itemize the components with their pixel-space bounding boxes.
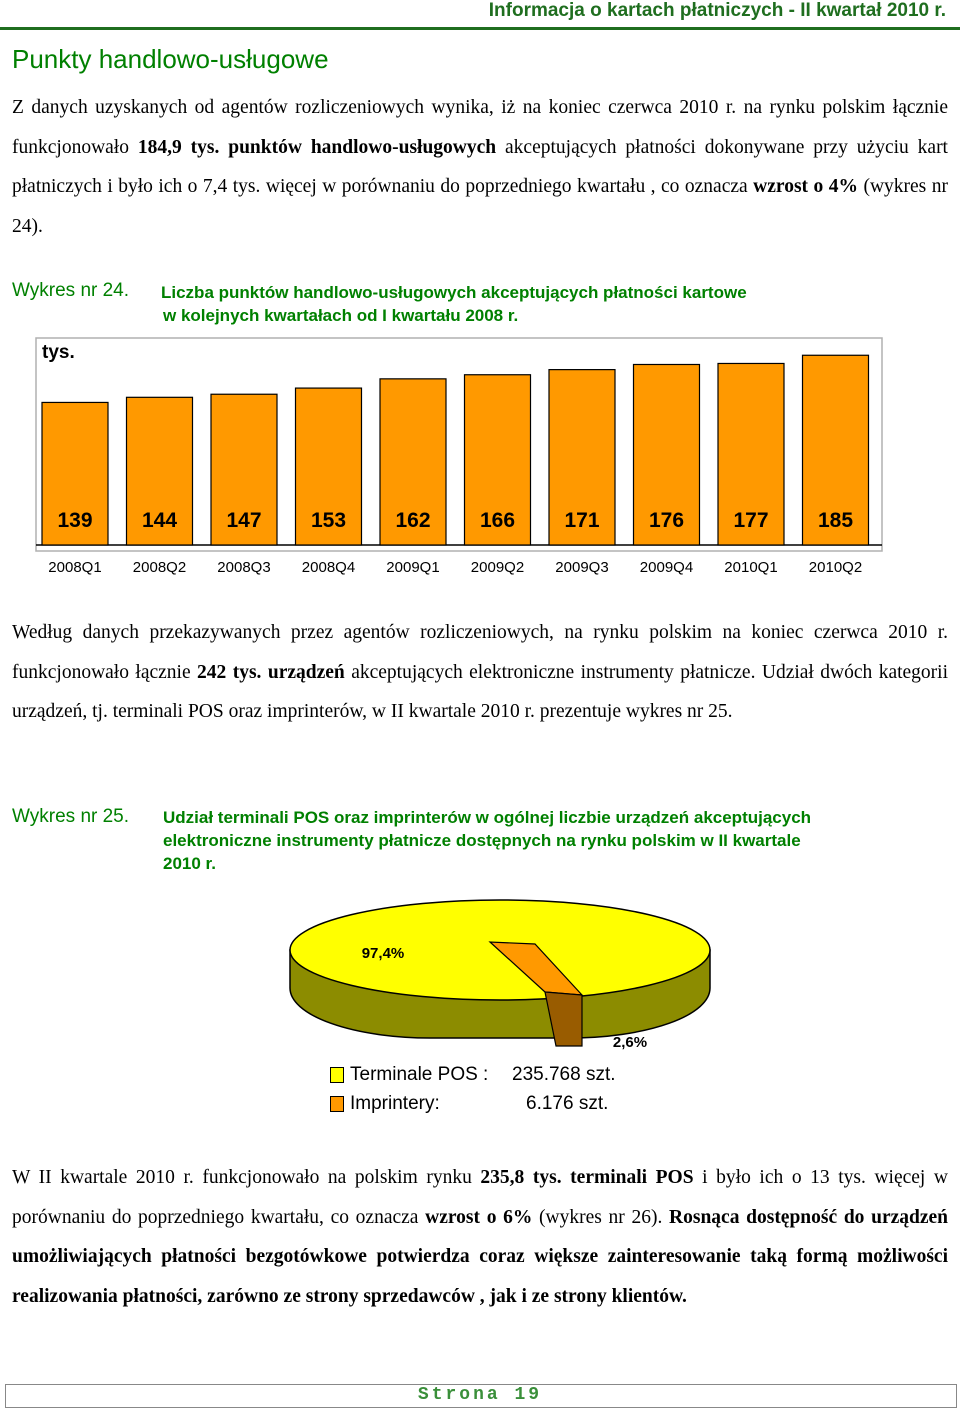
x-tick-label-2009Q3: 2009Q3 <box>555 559 609 576</box>
bar-value-label-2008Q2: 144 <box>141 509 178 532</box>
figure-25-number: Wykres nr 25. <box>12 806 130 827</box>
legend-item-terminale-pos <box>330 1060 616 1089</box>
paragraph-3 <box>12 1158 948 1316</box>
paragraph-2 <box>12 613 948 732</box>
p3-bold-2: wzrost o 6% <box>425 1206 533 1228</box>
pie-label-imprintery-percent: 2,6% <box>612 1034 648 1051</box>
p1-text-2: akceptujących płatności dokonywane przy użyciu kart płatniczych i było ich o 7,4 tys. więcej w porównaniu do poprzedniego kwartału , co oznacza <box>12 136 948 197</box>
figure-25-caption-line2: elektroniczne instrumenty płatnicze dostępnych na rynku polskim w II kwartale <box>163 831 801 850</box>
paragraph-1 <box>12 88 948 246</box>
p3-bold-1: 235,8 tys. terminali POS <box>480 1167 694 1188</box>
figure-25-caption-line3: 2010 r. <box>163 854 216 873</box>
x-tick-label-2009Q2: 2009Q2 <box>470 559 525 576</box>
legend-value-imprintery: 6.176 szt. <box>526 1093 609 1114</box>
chart-24-unit-label: tys. <box>42 342 75 363</box>
bar-value-label-2010Q1: 177 <box>733 509 769 532</box>
pie-legend <box>330 1060 616 1118</box>
section-title: Punkty handlowo-usługowe <box>12 44 329 74</box>
figure-25-caption-line1: Udział terminali POS oraz imprinterów w ogólnej liczbie urządzeń akceptujących <box>163 808 812 827</box>
figure-24-caption-line2: w kolejnych kwartałach od I kwartału 2008 r. <box>163 306 519 325</box>
header-rule <box>0 27 960 30</box>
bar-chart-24 <box>0 330 960 590</box>
legend-swatch-terminale-pos <box>330 1067 344 1083</box>
figure-24-caption <box>161 281 747 327</box>
chart-24-value-labels <box>57 509 853 532</box>
x-tick-label-2009Q1: 2009Q1 <box>386 559 440 576</box>
p3-text-1: W II kwartale 2010 r. funkcjonowało na polskim rynku <box>12 1167 481 1188</box>
figure-24-caption-line1: Liczba punktów handlowo-usługowych akceptujących płatności kartowe <box>161 283 747 302</box>
pie-chart-25 <box>0 880 960 1060</box>
p3-text-2: i było ich o 13 tys. więcej w porównaniu do poprzedniego kwartału, co oznacza <box>12 1167 948 1228</box>
legend-label-imprintery: Imprintery: <box>350 1093 440 1114</box>
p1-bold-2: wzrost o 4% <box>753 176 858 197</box>
bar-value-label-2009Q4: 176 <box>648 509 685 532</box>
p1-bold-1: 184,9 tys. punktów handlowo-usługowych <box>137 136 497 158</box>
x-tick-label-2010Q2: 2010Q2 <box>808 559 863 576</box>
p3-text-3: (wykres nr 26). <box>532 1206 670 1228</box>
p1-text-3: (wykres nr 24). <box>12 176 948 237</box>
p1-text-1: Z danych uzyskanych od agentów rozliczeniowych wynika, iż na koniec czerwca 2010 r. na rynku polskim łącznie funkcjonowało <box>12 97 948 158</box>
bar-value-label-2008Q3: 147 <box>226 509 262 532</box>
document-header: Informacja o kartach płatniczych - II kwartał 2010 r. <box>488 0 946 21</box>
p3-bold-3: Rosnąca dostępność do urządzeń umożliwiających płatności bezgotówkowe potwierdza coraz większe zainteresowanie taką formą możliwości realizowania płatności, zarówno ze strony sprzedawców , jak i ze strony klientów. <box>12 1206 949 1307</box>
figure-24-number: Wykres nr 24. <box>12 280 130 301</box>
bar-value-label-2009Q3: 171 <box>564 509 600 532</box>
x-tick-label-2009Q4: 2009Q4 <box>639 559 694 576</box>
p2-text-2: akceptujących elektroniczne instrumenty płatnicze. Udział dwóch kategorii urządzeń, tj. terminali POS oraz imprinterów, w II kwartale 2010 r. prezentuje wykres nr 25. <box>12 661 949 722</box>
bar-value-label-2009Q2: 166 <box>479 509 516 532</box>
page-number: Strona 19 <box>417 1385 543 1405</box>
bar-value-label-2008Q4: 153 <box>310 509 347 532</box>
p2-bold-1: 242 tys. urządzeń <box>197 661 345 683</box>
legend-item-imprintery <box>330 1089 616 1118</box>
x-tick-label-2010Q1: 2010Q1 <box>724 559 778 576</box>
x-tick-label-2008Q2: 2008Q2 <box>132 559 187 576</box>
x-tick-label-2008Q1: 2008Q1 <box>48 559 102 576</box>
x-tick-label-2008Q3: 2008Q3 <box>217 559 271 576</box>
legend-label-terminale-pos: Terminale POS : <box>350 1064 489 1085</box>
x-tick-label-2008Q4: 2008Q4 <box>301 559 356 576</box>
figure-25-caption <box>163 806 811 875</box>
p2-text-1: Według danych przekazywanych przez agentów rozliczeniowych, na rynku polskim na koniec czerwca 2010 r. funkcjonowało łącznie <box>12 622 948 683</box>
chart-24-category-labels <box>48 559 862 576</box>
figure-24-label <box>12 280 129 302</box>
legend-value-terminale-pos: 235.768 szt. <box>512 1064 616 1085</box>
bar-value-label-2009Q1: 162 <box>395 509 431 532</box>
pie-label-pos-percent: 97,4% <box>361 945 405 962</box>
bar-value-label-2008Q1: 139 <box>57 509 93 532</box>
figure-25-label <box>12 806 129 828</box>
bar-value-label-2010Q2: 185 <box>817 509 854 532</box>
legend-swatch-imprintery <box>330 1096 344 1112</box>
